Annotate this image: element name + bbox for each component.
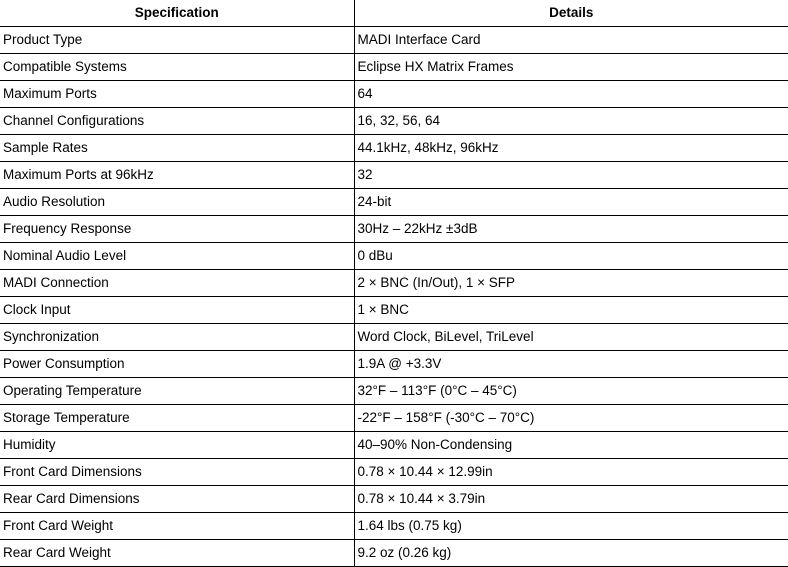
table-row	[0, 540, 788, 567]
spec-value-cell: 16, 32, 56, 64	[354, 108, 788, 135]
spec-value-cell: 40–90% Non-Condensing	[354, 432, 788, 459]
spec-name-cell: Front Card Dimensions	[0, 459, 354, 486]
spec-value-cell: 2 × BNC (In/Out), 1 × SFP	[354, 270, 788, 297]
spec-name-cell: Operating Temperature	[0, 378, 354, 405]
spec-value-cell: 9.2 oz (0.26 kg)	[354, 540, 788, 567]
table-row	[0, 27, 788, 54]
spec-name-cell: Humidity	[0, 432, 354, 459]
table-row	[0, 270, 788, 297]
spec-value-cell: 0.78 × 10.44 × 3.79in	[354, 486, 788, 513]
spec-value-cell: 1 × BNC	[354, 297, 788, 324]
table-row	[0, 81, 788, 108]
spec-value-cell: -22°F – 158°F (-30°C – 70°C)	[354, 405, 788, 432]
spec-name-cell: Maximum Ports at 96kHz	[0, 162, 354, 189]
spec-value-cell: 1.64 lbs (0.75 kg)	[354, 513, 788, 540]
table-row	[0, 351, 788, 378]
spec-value-cell: 32°F – 113°F (0°C – 45°C)	[354, 378, 788, 405]
table-row	[0, 297, 788, 324]
table-row	[0, 324, 788, 351]
table-row	[0, 378, 788, 405]
spec-name-cell: Compatible Systems	[0, 54, 354, 81]
spec-name-cell: Rear Card Dimensions	[0, 486, 354, 513]
spec-value-cell: 30Hz – 22kHz ±3dB	[354, 216, 788, 243]
spec-name-cell: Power Consumption	[0, 351, 354, 378]
spec-name-cell: Rear Card Weight	[0, 540, 354, 567]
header-specification: Specification	[0, 0, 354, 27]
spec-name-cell: Storage Temperature	[0, 405, 354, 432]
spec-name-cell: MADI Connection	[0, 270, 354, 297]
spec-value-cell: Word Clock, BiLevel, TriLevel	[354, 324, 788, 351]
spec-value-cell: 64	[354, 81, 788, 108]
spec-value-cell: MADI Interface Card	[354, 27, 788, 54]
table-row	[0, 459, 788, 486]
spec-value-cell: 0 dBu	[354, 243, 788, 270]
spec-name-cell: Front Card Weight	[0, 513, 354, 540]
spec-name-cell: Nominal Audio Level	[0, 243, 354, 270]
table-row	[0, 162, 788, 189]
spec-name-cell: Audio Resolution	[0, 189, 354, 216]
table-row	[0, 513, 788, 540]
spec-value-cell: 1.9A @ +3.3V	[354, 351, 788, 378]
table-row	[0, 54, 788, 81]
table-row	[0, 135, 788, 162]
spec-name-cell: Maximum Ports	[0, 81, 354, 108]
spec-name-cell: Frequency Response	[0, 216, 354, 243]
spec-value-cell: 32	[354, 162, 788, 189]
spec-value-cell: 24-bit	[354, 189, 788, 216]
spec-name-cell: Channel Configurations	[0, 108, 354, 135]
header-details: Details	[354, 0, 788, 27]
spec-name-cell: Sample Rates	[0, 135, 354, 162]
spec-value-cell: 44.1kHz, 48kHz, 96kHz	[354, 135, 788, 162]
spec-name-cell: Synchronization	[0, 324, 354, 351]
table-row	[0, 243, 788, 270]
table-row	[0, 216, 788, 243]
spec-name-cell: Product Type	[0, 27, 354, 54]
table-row	[0, 405, 788, 432]
table-row	[0, 108, 788, 135]
spec-value-cell: 0.78 × 10.44 × 12.99in	[354, 459, 788, 486]
spec-value-cell: Eclipse HX Matrix Frames	[354, 54, 788, 81]
table-row	[0, 432, 788, 459]
table-row	[0, 486, 788, 513]
header-row	[0, 0, 788, 27]
table-row	[0, 189, 788, 216]
table-body	[0, 27, 788, 567]
spec-name-cell: Clock Input	[0, 297, 354, 324]
table-header	[0, 0, 788, 27]
